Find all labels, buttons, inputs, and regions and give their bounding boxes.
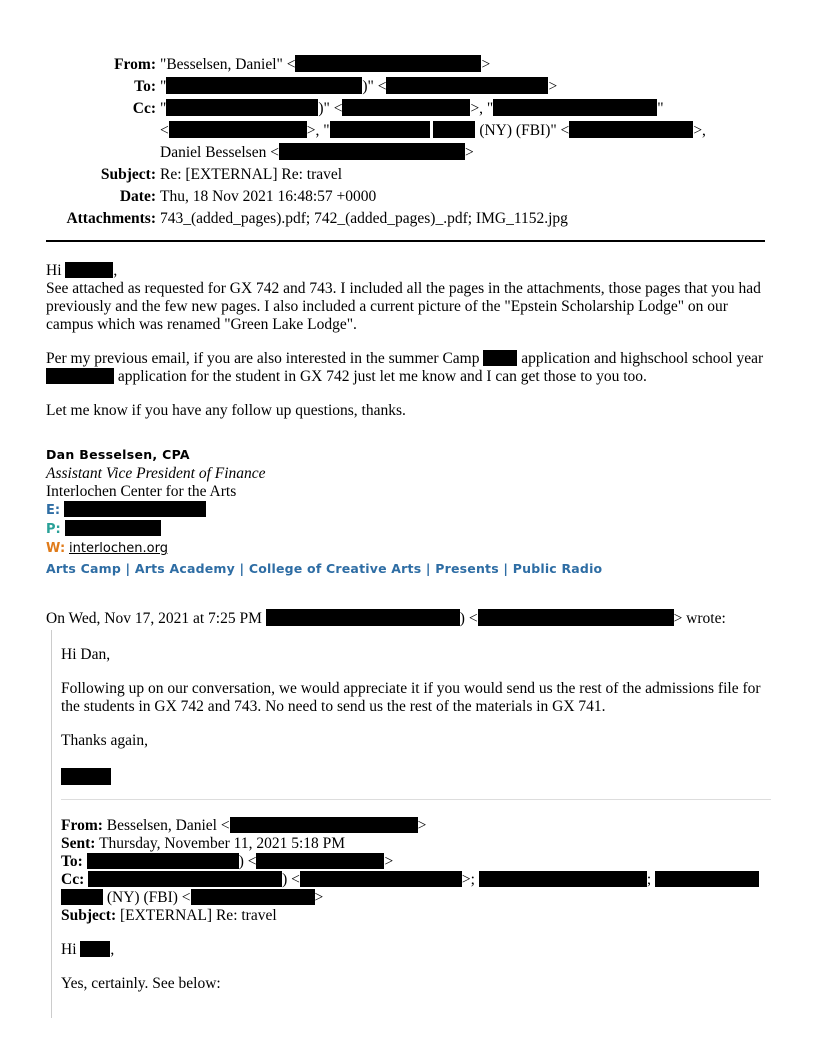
redaction	[166, 77, 362, 94]
signature-phone-row	[46, 520, 766, 539]
redaction	[295, 55, 481, 72]
attachments-value[interactable]: 743_(added_pages).pdf; 742_(added_pages)_.pdf; IMG_1152.jpg	[160, 210, 568, 227]
signature-web-row	[46, 539, 766, 558]
inner-reply: Yes, certainly. See below:	[61, 975, 221, 992]
date-label: Date:	[119, 188, 156, 205]
to-label: To:	[134, 78, 156, 95]
cc-label: Cc:	[132, 100, 156, 117]
from-label: From:	[114, 56, 156, 73]
redaction	[330, 121, 430, 138]
signature-title: Assistant Vice President of Finance	[46, 465, 266, 482]
redaction	[166, 99, 318, 116]
quote-divider	[61, 799, 771, 800]
quoted-greeting: Hi Dan,	[61, 646, 111, 663]
subject-value: Re: [EXTERNAL] Re: travel	[160, 166, 343, 183]
redaction	[80, 941, 110, 957]
redaction	[569, 121, 693, 138]
subject-label: Subject:	[100, 166, 156, 183]
redaction	[61, 768, 111, 785]
quoted-message	[51, 630, 771, 1018]
email-header	[0, 54, 816, 230]
redaction	[266, 609, 460, 626]
redaction	[169, 121, 307, 138]
paragraph-3: Let me know if you have any follow up questions, thanks.	[46, 402, 406, 419]
header-divider	[46, 240, 765, 242]
date-row	[0, 186, 816, 208]
redaction	[256, 853, 384, 869]
cc-daniel: Daniel Besselsen <	[160, 144, 279, 161]
redaction	[433, 121, 475, 138]
cc-row-3: Daniel Besselsen < >	[160, 144, 474, 161]
quote-intro: On Wed, Nov 17, 2021 at 7:25 PM ) < > wrote:	[46, 610, 726, 627]
redaction	[483, 350, 517, 366]
redaction	[655, 871, 759, 887]
redaction	[88, 871, 282, 887]
redaction	[300, 871, 462, 887]
signature-org: Interlochen Center for the Arts	[46, 483, 237, 500]
signature-name: Dan Besselsen, CPA	[46, 447, 190, 462]
inner-header: From: Besselsen, Daniel < > Sent: Thursday, November 11, 2021 5:18 PM To: ) < > Cc: ) < >; ; (NY) (FBI) < > Subject: [EXTERNAL] Re: travel	[61, 817, 771, 925]
phone-label: P:	[46, 522, 61, 537]
redaction	[61, 889, 103, 905]
cc-row-2: < >, " (NY) (FBI)" < >,	[160, 122, 706, 139]
cc-fbi: (NY) (FBI)" <	[475, 122, 570, 139]
redaction	[386, 77, 548, 94]
cc-row: Cc: " )" < >, " "	[0, 98, 816, 120]
website-link[interactable]: interlochen.org	[69, 541, 168, 556]
redaction	[191, 889, 315, 905]
redaction	[479, 871, 647, 887]
redaction	[342, 99, 470, 116]
email-label: E:	[46, 503, 61, 518]
from-value: "Besselsen, Daniel" <	[160, 56, 296, 73]
redaction	[65, 520, 161, 536]
greeting: Hi	[46, 262, 62, 279]
paragraph-1: See attached as requested for GX 742 and 743. I included all the pages in the attachments, those pages that you had previously and the few new pages. I also included a current picture of the "Epstein Scholarship Lodge" on our campus which was renamed "Green Lake Lodge".	[46, 280, 761, 333]
redaction	[230, 817, 418, 833]
subject-row	[0, 164, 816, 186]
from-row: From: "Besselsen, Daniel" < >	[0, 54, 816, 76]
redaction	[87, 853, 239, 869]
paragraph-2: Per my previous email, if you are also interested in the summer Camp application and highschool school year application for the student in GX 742 just let me know and I can get those to you too.	[46, 350, 764, 385]
message-body: Hi , See attached as requested for GX 742 and 743. I included all the pages in the attachments, those pages that you had previously and the few new pages. I also included a current picture of the "Epstein Scholarship Lodge" on our campus which was renamed "Green Lake Lodge". Per my previous email, if you are also interested in the summer Camp application and highschool school year application for the student in GX 742 just let me know and I can get those to you too. Let me know if you have any follow up questions, thanks. Dan Besselsen, CPA Assistant Vice President of Finance Interlochen Center for the Arts E: P: W: interlochen.org Arts Camp | Arts Academy | College of Creative Arts | Presents | Public Radio	[46, 262, 766, 578]
inner-greeting: Hi ,	[61, 941, 115, 958]
redaction	[493, 99, 657, 116]
redaction	[64, 501, 206, 517]
signature-email-row	[46, 501, 766, 520]
redaction	[279, 143, 465, 160]
to-row: To: " )" < >	[0, 76, 816, 98]
redaction	[46, 368, 114, 384]
quoted-thanks: Thanks again,	[61, 732, 148, 749]
date-value: Thu, 18 Nov 2021 16:48:57 +0000	[160, 188, 377, 205]
signature-links[interactable]: Arts Camp | Arts Academy | College of Creative Arts | Presents | Public Radio	[46, 561, 603, 576]
redaction	[65, 262, 113, 278]
web-label: W:	[46, 541, 66, 556]
redaction	[478, 609, 674, 626]
quoted-paragraph: Following up on our conversation, we would appreciate it if you would send us the rest of the admissions file for the students in GX 742 and 743. No need to send us the rest of the materials in GX 741.	[61, 680, 761, 715]
attachments-label: Attachments:	[66, 210, 156, 227]
attachments-row	[0, 208, 816, 230]
